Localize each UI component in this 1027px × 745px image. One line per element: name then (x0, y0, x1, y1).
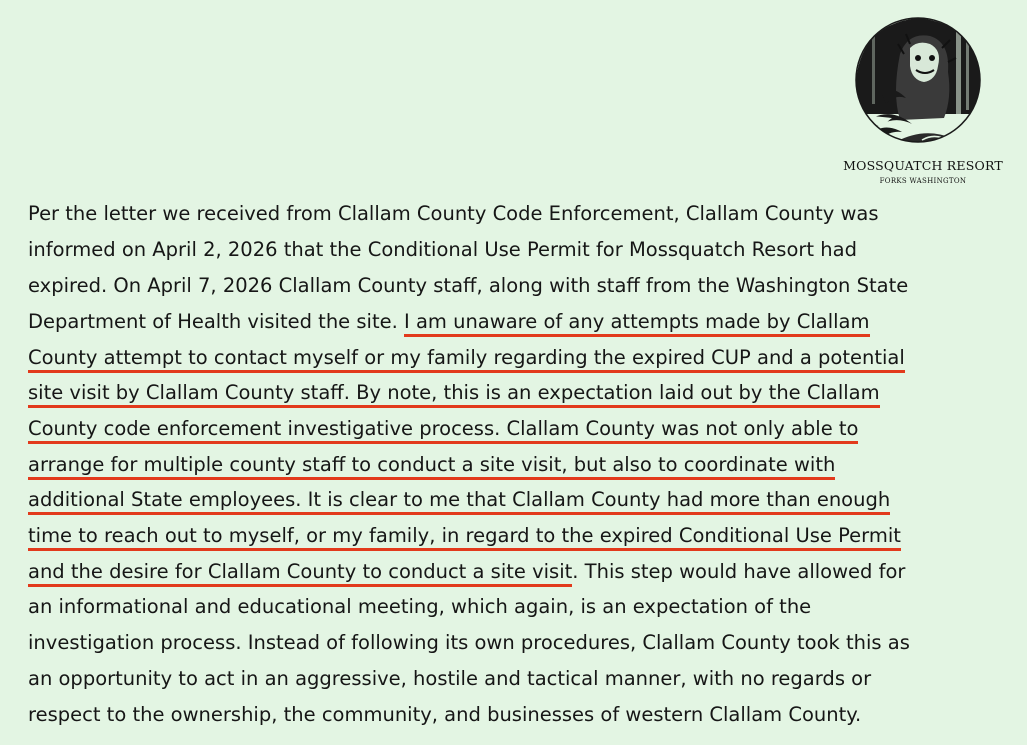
text-line: an informational and educational meeting, which again, is an expectation of the (28, 595, 812, 618)
highlighted-text: and the desire for Clallam County to conduct a site visit (28, 560, 572, 587)
text-line: respect to the ownership, the community, and businesses of western Clallam County. (28, 703, 862, 726)
highlighted-text: arrange for multiple county staff to conduct a site visit, but also to coordinate with (28, 453, 835, 480)
text-line: informed on April 2, 2026 that the Conditional Use Permit for Mossquatch Resort had (28, 238, 857, 261)
text-line (28, 523, 901, 549)
highlighted-text: additional State employees. It is clear to me that Clallam County had more than enough (28, 488, 890, 515)
text-line: and the desire for Clallam County to conduct a site visit. This step would have allowed for (28, 559, 905, 585)
highlighted-text: site visit by Clallam County staff. By note, this is an expectation laid out by the Clallam (28, 381, 880, 408)
logo-subtitle: FORKS WASHINGTON (879, 177, 967, 185)
text-line (28, 487, 890, 513)
highlighted-text: County attempt to contact myself or my family regarding the expired CUP and a potential (28, 346, 905, 373)
highlighted-text: I am unaware of any attempts made by Clallam (404, 310, 870, 337)
text-line (28, 416, 858, 442)
text-line: an opportunity to act in an aggressive, hostile and tactical manner, with no regards or (28, 667, 872, 690)
text-line: Department of Health visited the site. I am unaware of any attempts made by Clallam (28, 309, 870, 335)
logo-title: MOSSQUATCH RESORT (843, 158, 1003, 173)
text-line: expired. On April 7, 2026 Clallam County staff, along with staff from the Washington State (28, 274, 909, 297)
highlighted-text: County code enforcement investigative process. Clallam County was not only able to (28, 417, 858, 444)
text-line: Per the letter we received from Clallam County Code Enforcement, Clallam County was (28, 202, 879, 225)
text-line (28, 345, 905, 371)
text-line: investigation process. Instead of following its own procedures, Clallam County took this as (28, 631, 910, 654)
text-line (28, 380, 880, 406)
text-line (28, 452, 835, 478)
highlighted-text: time to reach out to myself, or my family, in regard to the expired Conditional Use Permit (28, 524, 901, 551)
